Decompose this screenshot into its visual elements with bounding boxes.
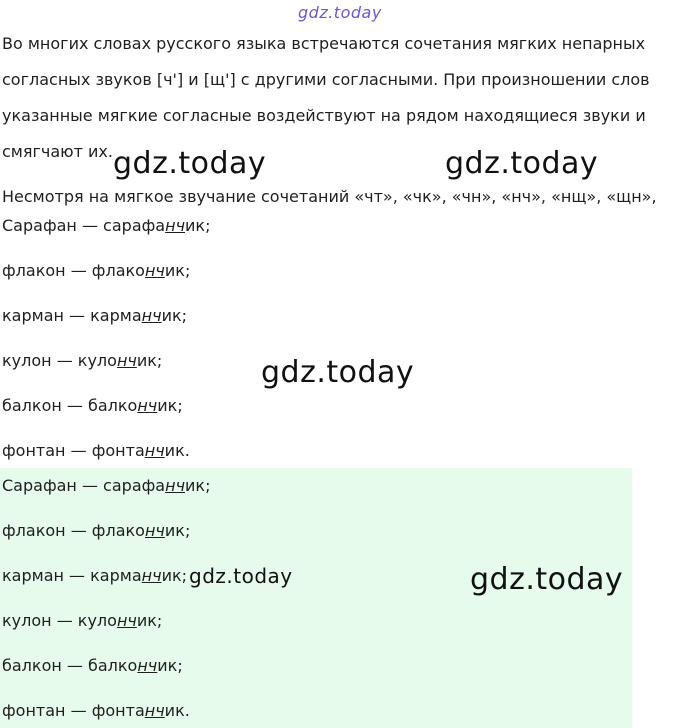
watermark: gdz.today — [261, 355, 415, 390]
answer-list-item: карман — карманчик; — [2, 566, 188, 585]
word-list-item: карман — карманчик; — [2, 306, 188, 325]
paragraph-line-3: указанные мягкие согласные воздействуют на рядом находящиеся звуки и — [2, 106, 646, 125]
watermark: gdz.today — [113, 146, 267, 181]
answer-list-item: флакон — флакончик; — [2, 521, 191, 540]
answer-list-item: фонтан — фонтанчик. — [2, 701, 190, 720]
paragraph-line-5: Несмотря на мягкое звучание сочетаний «чт», «чк», «чн», «нч», «нщ», «щн», — [2, 187, 657, 206]
word-list-item: флакон — флакончик; — [2, 261, 191, 280]
paragraph-line-2: согласных звуков [ч'] и [щ'] с другими согласными. При произношении слов — [2, 70, 650, 89]
answer-list-item: балкон — балкончик; — [2, 656, 183, 675]
word-list-item: балкон — балкончик; — [2, 396, 183, 415]
paragraph-line-1: Во многих словах русского языка встречаются сочетания мягких непарных — [2, 34, 646, 53]
watermark: gdz.today — [445, 146, 599, 181]
watermark: gdz.today — [189, 564, 293, 588]
answer-list-item: Сарафан — сарафанчик; — [2, 476, 211, 495]
word-list-item: кулон — кулончик; — [2, 351, 163, 370]
answer-list-item: кулон — кулончик; — [2, 611, 163, 630]
word-list-item: фонтан — фонтанчик. — [2, 441, 190, 460]
paragraph-line-4: смягчают их. — [2, 142, 113, 161]
answer-box — [0, 468, 632, 728]
watermark: gdz.today — [470, 562, 624, 597]
watermark-top: gdz.today — [298, 3, 382, 22]
word-list-item: Сарафан — сарафанчик; — [2, 216, 211, 235]
